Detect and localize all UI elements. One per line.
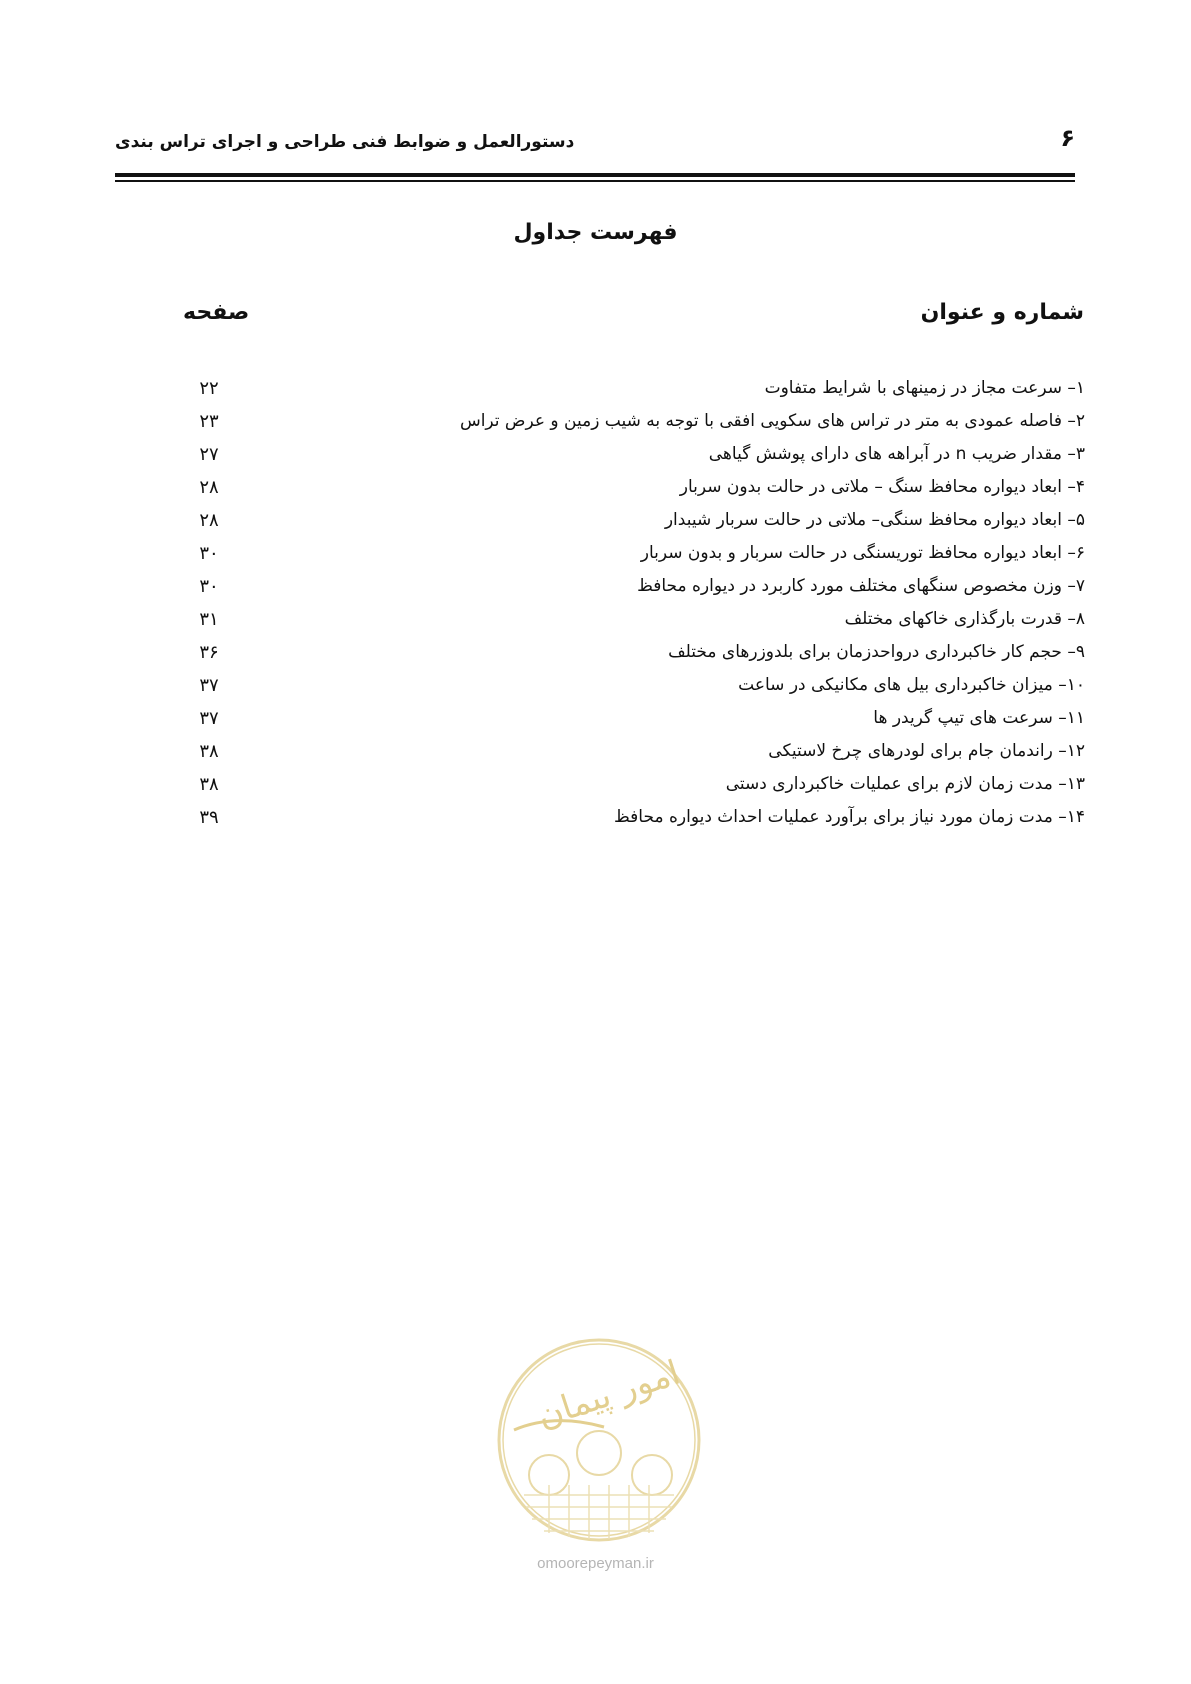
entry-page: ۳۸: [199, 774, 219, 795]
list-item: [195, 603, 1085, 636]
list-item: [195, 636, 1085, 669]
column-header-title: شماره و عنوان: [920, 300, 1084, 325]
header-rule-thin: [115, 180, 1075, 182]
watermark-seal-logo: [494, 1335, 704, 1545]
list-item: [195, 735, 1085, 768]
entry-page: ۲۲: [199, 378, 219, 399]
list-item: [195, 504, 1085, 537]
entry-page: ۳۸: [199, 741, 219, 762]
entry-title: ۱– سرعت مجاز در زمینهای با شرایط متفاوت: [764, 378, 1085, 398]
entry-title: ۱۲– راندمان جام برای لودرهای چرخ لاستیکی: [768, 741, 1085, 761]
list-item: [195, 471, 1085, 504]
entry-page: ۲۸: [199, 510, 219, 531]
list-item: [195, 801, 1085, 834]
entry-title: ۸– قدرت بارگذاری خاکهای مختلف: [844, 609, 1085, 629]
table-of-tables-list: [195, 372, 1085, 834]
entry-page: ۲۳: [199, 411, 219, 432]
page-number: ۶: [1060, 124, 1075, 152]
list-item: [195, 768, 1085, 801]
watermark-caption: omoorepeyman.ir: [537, 1555, 654, 1572]
entry-page: ۳۹: [199, 807, 219, 828]
list-item: [195, 438, 1085, 471]
entry-page: ۲۷: [199, 444, 219, 465]
list-item: [195, 537, 1085, 570]
document-title: دستورالعمل و ضوابط فنی طراحی و اجرای تراس بندی: [115, 132, 575, 152]
entry-page: ۳۰: [199, 543, 219, 564]
section-title: فهرست جداول: [513, 220, 678, 245]
entry-page: ۳۱: [199, 609, 219, 630]
list-item: [195, 372, 1085, 405]
entry-title: ۹– حجم کار خاکبرداری درواحدزمان برای بلدوزرهای مختلف: [668, 642, 1085, 662]
list-item: [195, 669, 1085, 702]
entry-page: ۳۰: [199, 576, 219, 597]
column-header-page: صفحه: [183, 300, 250, 325]
page-header: [115, 118, 1075, 158]
entry-title: ۵– ابعاد دیواره محافظ سنگی– ملاتی در حالت سربار شیبدار: [664, 510, 1085, 530]
entry-title: ۶– ابعاد دیواره محافظ توریسنگی در حالت سربار و بدون سربار: [640, 543, 1085, 563]
entry-page: ۳۷: [199, 708, 219, 729]
seal-text: امور پیمان: [532, 1352, 685, 1437]
list-item: [195, 702, 1085, 735]
entry-title: ۱۱– سرعت های تیپ گریدر ها: [873, 708, 1085, 728]
entry-page: ۳۷: [199, 675, 219, 696]
list-item: [195, 570, 1085, 603]
header-rule-thick: [115, 173, 1075, 177]
entry-title: ۲– فاصله عمودی به متر در تراس های سکویی افقی با توجه به شیب زمین و عرض تراس: [459, 411, 1085, 431]
entry-title: ۱۴– مدت زمان مورد نیاز برای برآورد عملیات احداث دیواره محافظ: [614, 807, 1085, 827]
entry-title: ۱۳– مدت زمان لازم برای عملیات خاکبرداری دستی: [725, 774, 1085, 794]
entry-page: ۲۸: [199, 477, 219, 498]
entry-title: ۳– مقدار ضریب n در آبراهه های دارای پوشش گیاهی: [708, 444, 1085, 464]
list-item: [195, 405, 1085, 438]
entry-page: ۳۶: [199, 642, 219, 663]
entry-title: ۱۰– میزان خاکبرداری بیل های مکانیکی در ساعت: [738, 675, 1085, 695]
entry-title: ۴– ابعاد دیواره محافظ سنگ – ملاتی در حالت بدون سربار: [679, 477, 1085, 497]
entry-title: ۷– وزن مخصوص سنگهای مختلف مورد کاربرد در دیواره محافظ: [637, 576, 1085, 596]
